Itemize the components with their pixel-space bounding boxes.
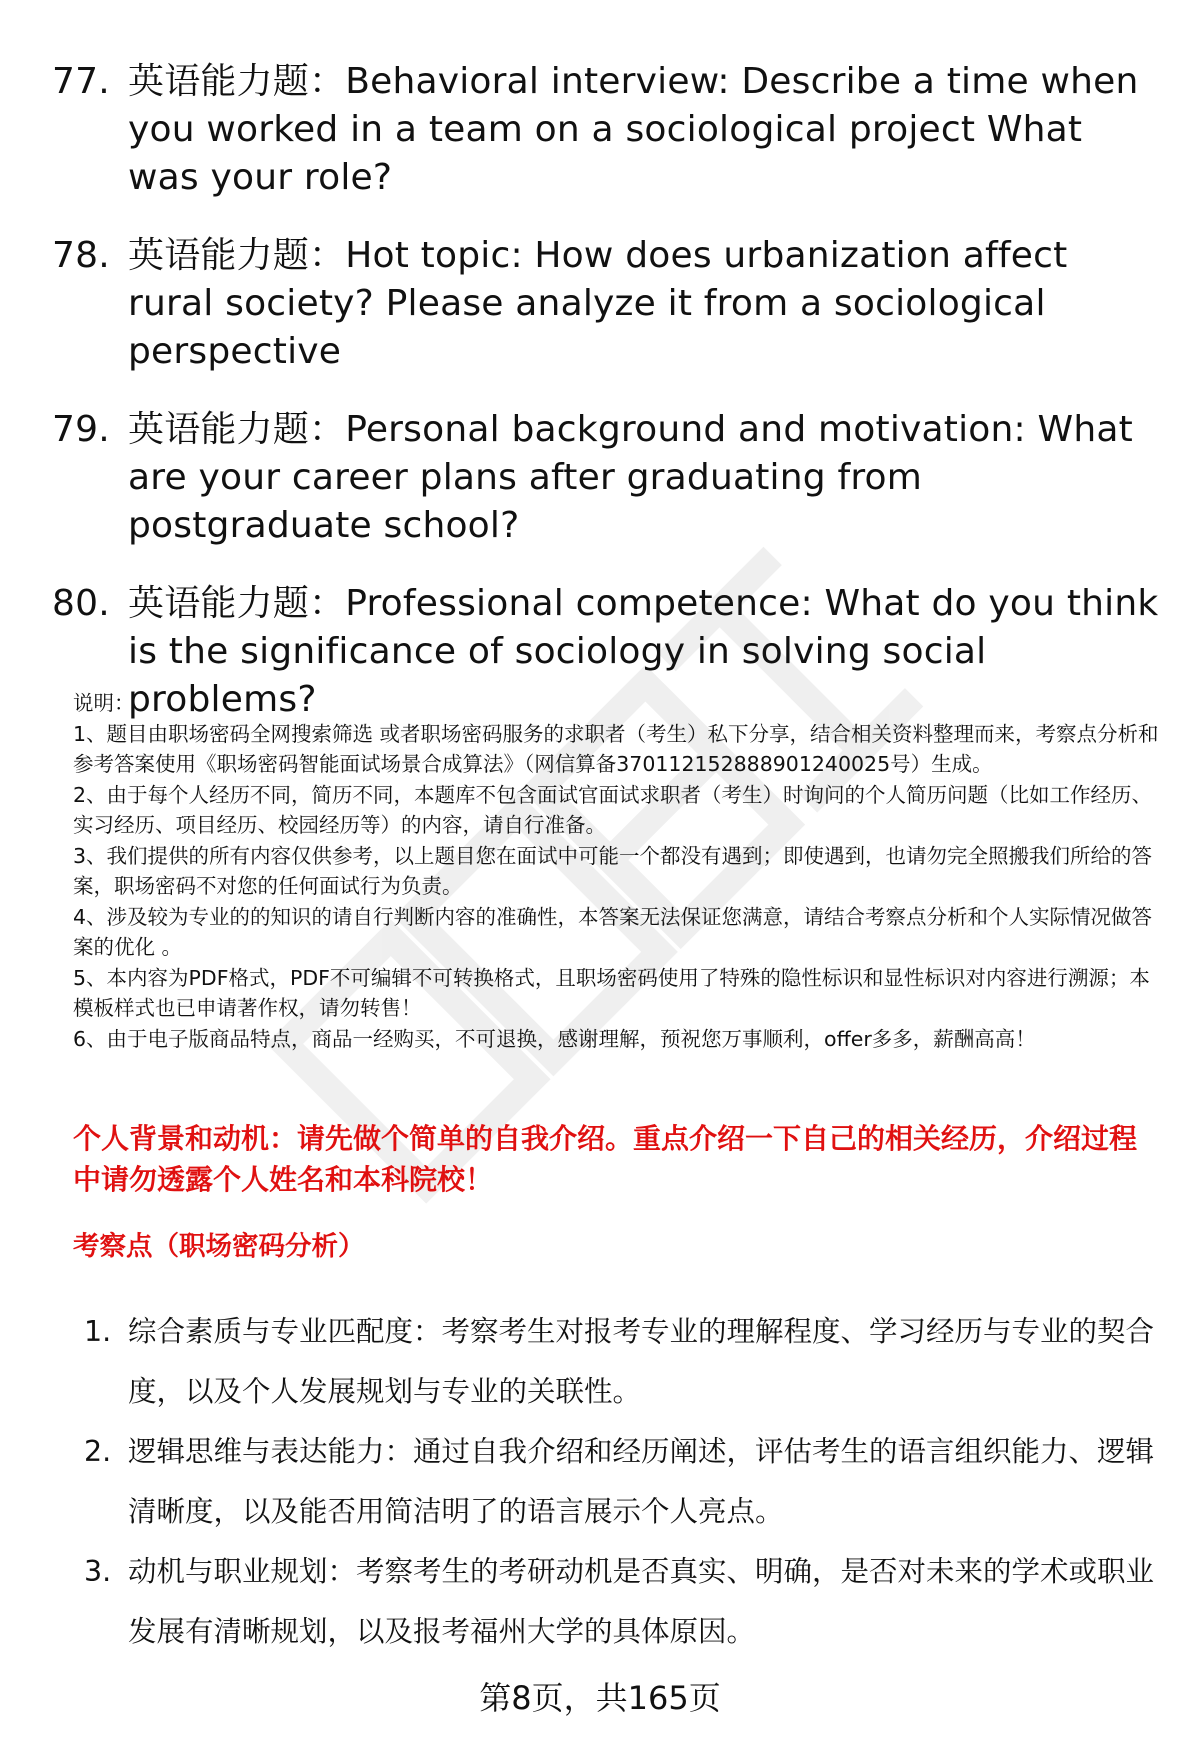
note-item: 6、由于电子版商品特点，商品一经购买，不可退换，感谢理解，预祝您万事顺利，offer多多，薪酬高高！ [73, 1026, 1036, 1051]
point-text: 逻辑思维与表达能力：通过自我介绍和经历阐述，评估考生的语言组织能力、逻辑清晰度，以及能否用简洁明了的语言展示个人亮点。 [128, 1435, 1155, 1528]
notes-block [73, 688, 1168, 1054]
question-number: 79. [52, 409, 110, 450]
question-text: 英语能力题：Professional competence: What do you think is the significance of sociology in solving social problems? [128, 583, 1159, 720]
list-item [84, 1542, 1164, 1662]
point-text: 综合素质与专业匹配度：考察考生对报考专业的理解程度、学习经历与专业的契合度，以及个人发展规划与专业的关联性。 [128, 1315, 1155, 1408]
question-number: 77. [52, 61, 110, 102]
note-item: 1、题目由职场密码全网搜索筛选 或者职场密码服务的求职者（考生）私下分享，结合相关资料整理而来，考察点分析和参考答案使用《职场密码智能面试场景合成算法》（网信算备370112152888901240025号）生成。 [73, 721, 1159, 776]
question-number: 78. [52, 235, 110, 276]
question-item [52, 232, 1162, 376]
question-text: 英语能力题：Personal background and motivation: What are your career plans after graduating from postgraduate school? [128, 409, 1133, 546]
key-points-list [84, 1302, 1164, 1662]
page-number: 第8页，共165页 [479, 1679, 721, 1717]
question-list [52, 58, 1162, 754]
point-number: 2. [84, 1435, 112, 1468]
note-item: 3、我们提供的所有内容仅供参考，以上题目您在面试中可能一个都没有遇到；即使遇到，也请勿完全照搬我们所给的答案，职场密码不对您的任何面试行为负责。 [73, 843, 1153, 898]
note-item: 5、本内容为PDF格式，PDF不可编辑不可转换格式，且职场密码使用了特殊的隐性标识和显性标识对内容进行溯源；本模板样式也已申请著作权，请勿转售！ [73, 965, 1150, 1020]
question-number: 80. [52, 583, 110, 624]
note-item: 2、由于每个人经历不同，简历不同，本题库不包含面试官面试求职者（考生）时询问的个人简历问题（比如工作经历、实习经历、项目经历、校园经历等）的内容，请自行准备。 [73, 782, 1153, 837]
list-item [84, 1422, 1164, 1542]
question-text: 英语能力题：Hot topic: How does urbanization affect rural society? Please analyze it from a sociological perspective [128, 235, 1068, 372]
point-number: 3. [84, 1555, 112, 1588]
list-item [84, 1302, 1164, 1422]
section-subheading: 考察点（职场密码分析） [73, 1231, 365, 1262]
section-heading: 个人背景和动机：请先做个简单的自我介绍。重点介绍一下自己的相关经历，介绍过程中请勿透露个人姓名和本科院校！ [73, 1122, 1138, 1196]
question-text: 英语能力题：Behavioral interview: Describe a time when you worked in a team on a sociological project What was your role? [128, 61, 1139, 198]
question-item [52, 58, 1162, 202]
question-item [52, 406, 1162, 550]
point-text: 动机与职业规划：考察考生的考研动机是否真实、明确，是否对未来的学术或职业发展有清晰规划，以及报考福州大学的具体原因。 [128, 1555, 1155, 1648]
notes-title: 说明： [73, 691, 135, 715]
note-item: 4、涉及较为专业的的知识的请自行判断内容的准确性，本答案无法保证您满意，请结合考察点分析和个人实际情况做答案的优化 。 [73, 904, 1153, 959]
point-number: 1. [84, 1315, 112, 1348]
